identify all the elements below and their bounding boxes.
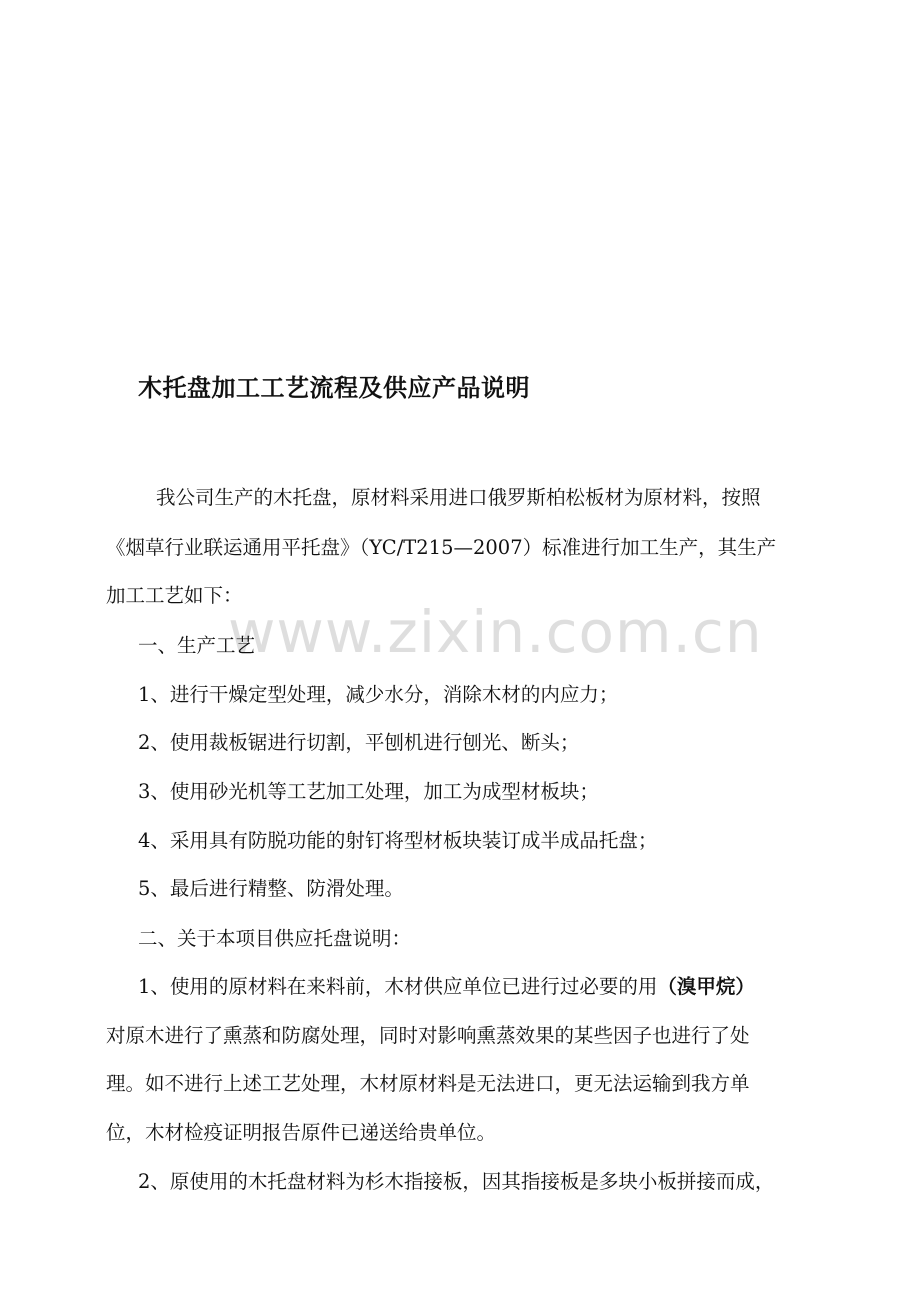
list-item: 4、采用具有防脱功能的射钉将型材板块装订成半成品托盘； [138,829,658,852]
list-item: 2、使用裁板锯进行切割，平刨机进行刨光、断头； [138,731,580,754]
paragraph-line: 对原木进行了熏蒸和防腐处理，同时对影响熏蒸效果的某些因子也进行了处 [106,1024,750,1047]
paragraph-line: 加工工艺如下： [106,584,243,607]
paragraph-line: 理。如不进行上述工艺处理，木材原材料是无法进口，更无法运输到我方单 [106,1072,750,1095]
paragraph-line: 我公司生产的木托盘，原材料采用进口俄罗斯柏松板材为原材料，按照 [156,486,761,509]
list-item: 5、最后进行精整、防滑处理。 [138,877,404,900]
paragraph-line: 位，木材检疫证明报告原件已递送给贵单位。 [106,1121,497,1144]
list-item: 3、使用砂光机等工艺加工处理，加工为成型材板块； [138,780,599,803]
list-item-text: 1、使用的原材料在来料前，木材供应单位已进行过必要的用 [138,975,658,998]
section-heading: 二、关于本项目供应托盘说明： [138,927,412,950]
list-item [138,977,755,997]
section-heading: 一、生产工艺 [138,634,256,657]
document-title: 木托盘加工工艺流程及供应产品说明 [138,374,530,402]
paragraph-line: 《烟草行业联运通用平托盘》（YC/T215—2007）标准进行加工生产，其生产 [106,536,777,559]
watermark: www.zixin.com.cn [228,598,763,666]
list-item: 1、进行干燥定型处理，减少水分，消除木材的内应力； [138,683,619,706]
chemical-name: （溴甲烷） [657,975,755,998]
list-item: 2、原使用的木托盘材料为杉木指接板，因其指接板是多块小板拼接而成， [138,1170,775,1193]
